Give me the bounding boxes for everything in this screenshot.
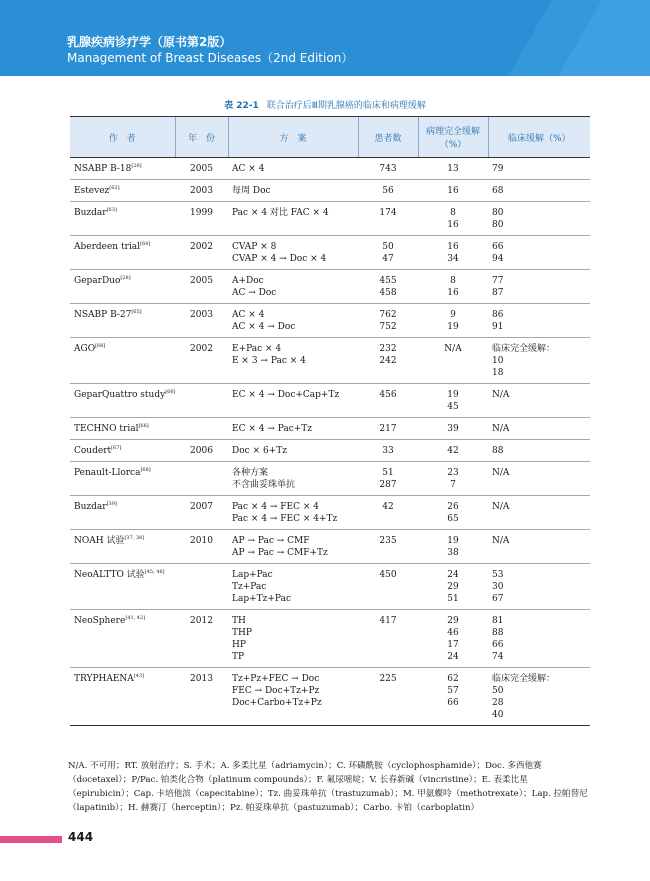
- cell-clinical-line: 74: [492, 652, 504, 662]
- cell-author: [70, 668, 175, 726]
- cell-year: [175, 418, 228, 440]
- cell-regimen-line: Pac × 4 对比 FAC × 4: [232, 208, 329, 218]
- cell-clinical: [488, 610, 590, 668]
- table-row: [70, 338, 590, 384]
- cell-pcr-line: 8: [450, 208, 456, 218]
- cell-patients-line: 752: [379, 322, 397, 332]
- cell-pcr-line: 16: [447, 220, 459, 230]
- author-name: TECHNO trial: [74, 424, 139, 434]
- cell-patients: [358, 338, 418, 384]
- cell-clinical-line: N/A: [492, 390, 510, 400]
- cell-patients-line: 217: [379, 424, 397, 434]
- cell-patients-line: 225: [379, 674, 397, 684]
- cell-clinical: [488, 270, 590, 304]
- cell-year: 2002: [175, 338, 228, 384]
- cell-pcr: [418, 564, 488, 610]
- cell-clinical-line: 80: [492, 220, 504, 230]
- cell-year: 2006: [175, 440, 228, 462]
- cell-regimen: [228, 610, 358, 668]
- cell-regimen-line: AC × 4: [232, 164, 265, 174]
- cell-patients-line: 458: [379, 288, 397, 298]
- cell-clinical-line: N/A: [492, 468, 510, 478]
- cell-clinical-line: 80: [492, 208, 504, 218]
- cell-clinical-line: 临床完全缓解：: [492, 674, 556, 684]
- cell-clinical: [488, 440, 590, 462]
- cell-regimen: [228, 496, 358, 530]
- cell-author: [70, 158, 175, 180]
- cell-pcr-line: 23: [447, 468, 459, 478]
- cell-author: [70, 338, 175, 384]
- author-name: Buzdar: [74, 502, 107, 512]
- cell-regimen: [228, 180, 358, 202]
- cell-pcr: [418, 530, 488, 564]
- cell-author: [70, 304, 175, 338]
- author-name: NeoSphere: [74, 616, 126, 626]
- cell-clinical-line: N/A: [492, 424, 510, 434]
- col-header-regimen: 方 案: [228, 117, 358, 158]
- cell-clinical-line: 81: [492, 616, 504, 626]
- cell-regimen-line: AP → Pac → CMF: [232, 536, 310, 546]
- cell-regimen-line: CVAP × 8: [232, 242, 277, 252]
- cell-clinical-line: 66: [492, 242, 504, 252]
- cell-patients-line: 455: [379, 276, 397, 286]
- col-header-pcr: 病理完全缓解（%）: [418, 117, 488, 158]
- cell-patients: [358, 418, 418, 440]
- author-name: Aberdeen trial: [74, 242, 141, 252]
- reference-marker: [63]: [106, 207, 117, 213]
- cell-regimen-line: CVAP × 4 → Doc × 4: [232, 254, 327, 264]
- cell-pcr-line: 16: [447, 242, 459, 252]
- cell-author: [70, 462, 175, 496]
- cell-regimen-line: Lap+Tz+Pac: [232, 594, 291, 604]
- reference-marker: [45, 46]: [144, 569, 165, 575]
- cell-clinical-line: 94: [492, 254, 504, 264]
- cell-pcr-line: 17: [447, 640, 459, 650]
- cell-regimen-line: E+Pac × 4: [232, 344, 282, 354]
- reference-marker: [41, 42]: [125, 615, 146, 621]
- cell-patients: [358, 236, 418, 270]
- col-header-year: 年 份: [175, 117, 228, 158]
- cell-clinical: [488, 384, 590, 418]
- reference-marker: [66]: [165, 389, 176, 395]
- author-name: Estevez: [74, 186, 110, 196]
- cell-patients: [358, 304, 418, 338]
- cell-pcr-line: 16: [447, 186, 459, 196]
- cell-regimen: [228, 384, 358, 418]
- cell-pcr-line: 8: [450, 276, 456, 286]
- cell-pcr: [418, 668, 488, 726]
- cell-regimen-line: Tz+Pac: [232, 582, 267, 592]
- cell-clinical-line: 53: [492, 570, 504, 580]
- cell-patients: [358, 496, 418, 530]
- reference-marker: [39]: [106, 501, 117, 507]
- cell-patients-line: 42: [382, 502, 394, 512]
- cell-year: 2003: [175, 304, 228, 338]
- cell-year: 2007: [175, 496, 228, 530]
- cell-regimen-line: THP: [232, 628, 252, 638]
- cell-clinical: [488, 462, 590, 496]
- cell-regimen: [228, 440, 358, 462]
- page-header: [0, 0, 650, 76]
- cell-pcr: [418, 610, 488, 668]
- cell-year: [175, 462, 228, 496]
- cell-pcr-line: 66: [447, 698, 459, 708]
- results-table: [70, 116, 590, 726]
- author-name: TRYPHAENA: [74, 674, 134, 684]
- cell-author: [70, 440, 175, 462]
- cell-regimen-line: Lap+Pac: [232, 570, 273, 580]
- cell-pcr: [418, 270, 488, 304]
- table-body: [70, 158, 590, 726]
- cell-patients-line: 743: [379, 164, 397, 174]
- table-number: 表 22-1: [224, 101, 259, 111]
- author-name: NSABP B-18: [74, 164, 132, 174]
- table-row: [70, 496, 590, 530]
- cell-patients: [358, 530, 418, 564]
- cell-patients-line: 50: [382, 242, 394, 252]
- cell-regimen: [228, 236, 358, 270]
- cell-patients-line: 287: [379, 480, 397, 490]
- cell-pcr: [418, 158, 488, 180]
- cell-regimen-line: TP: [232, 652, 245, 662]
- cell-patients-line: 174: [379, 208, 397, 218]
- reference-marker: [26]: [131, 163, 142, 169]
- cell-regimen-line: FEC → Doc+Tz+Pz: [232, 686, 320, 696]
- cell-patients: [358, 202, 418, 236]
- cell-pcr-line: 45: [447, 402, 459, 412]
- cell-regimen-line: Pac × 4 → FEC × 4: [232, 502, 319, 512]
- cell-pcr: [418, 440, 488, 462]
- cell-year: [175, 564, 228, 610]
- reference-marker: [68]: [140, 467, 151, 473]
- table-row: [70, 180, 590, 202]
- author-name: NeoALTTO 试验: [74, 570, 145, 580]
- cell-year: 2005: [175, 158, 228, 180]
- cell-pcr-line: 19: [447, 536, 459, 546]
- cell-pcr-line: 19: [447, 390, 459, 400]
- cell-clinical-line: 77: [492, 276, 504, 286]
- cell-author: [70, 496, 175, 530]
- author-name: Coudert: [74, 446, 112, 456]
- cell-clinical-line: 30: [492, 582, 504, 592]
- cell-clinical-line: 66: [492, 640, 504, 650]
- cell-patients: [358, 668, 418, 726]
- col-header-author: 作 者: [70, 117, 175, 158]
- cell-author: [70, 418, 175, 440]
- cell-clinical-line: 10: [492, 356, 504, 366]
- cell-patients-line: 762: [379, 310, 397, 320]
- reference-marker: [66]: [95, 343, 106, 349]
- table-row: [70, 668, 590, 726]
- page-number: 444: [68, 830, 94, 844]
- cell-clinical: [488, 202, 590, 236]
- cell-pcr-line: N/A: [444, 344, 462, 354]
- cell-pcr-line: 13: [447, 164, 459, 174]
- author-name: NSABP B-27: [74, 310, 132, 320]
- author-name: NOAH 试验: [74, 536, 125, 546]
- reference-marker: [43]: [133, 673, 145, 679]
- col-header-patients: 患者数: [358, 117, 418, 158]
- cell-regimen: [228, 564, 358, 610]
- table-notes: N/A. 不可用；RT. 放射治疗；S. 手术；A. 多柔比星（adriamycin）；C. 环磷酰胺（cyclophosphamide）；Doc. 多西他赛（docetaxel）；P/Pac. 铂类化合物（platinum compounds）；F. 氟尿嘧啶；V. 长春新碱（vincristine）；E. 表柔比星（epirubicin）；Cap. 卡培他滨（capecitabine）；Tz. 曲妥珠单抗（trastuzumab）；M. 甲氨蝶呤（methotrexate）；Lap. 拉帕替尼（lapatinib）；H. 赫赛汀（herceptin）；Pz. 帕妥珠单抗（pastuzumab）；Carbo. 卡铂（carboplatin）: [68, 761, 588, 813]
- cell-pcr: [418, 462, 488, 496]
- table-caption: [0, 98, 650, 111]
- cell-year: [175, 384, 228, 418]
- cell-patients: [358, 384, 418, 418]
- cell-clinical-line: N/A: [492, 536, 510, 546]
- cell-clinical: [488, 564, 590, 610]
- cell-clinical: [488, 236, 590, 270]
- cell-year: 2010: [175, 530, 228, 564]
- cell-regimen-line: Doc × 6+Tz: [232, 446, 287, 456]
- cell-clinical-line: 50: [492, 686, 504, 696]
- cell-regimen-line: 不含曲妥珠单抗: [232, 480, 296, 490]
- cell-regimen-line: HP: [232, 640, 246, 650]
- cell-regimen-line: TH: [232, 616, 246, 626]
- cell-pcr-line: 24: [447, 652, 459, 662]
- table-row: [70, 158, 590, 180]
- table-row: [70, 304, 590, 338]
- reference-marker: [37, 38]: [124, 535, 145, 541]
- cell-pcr: [418, 180, 488, 202]
- reference-marker: [66]: [138, 423, 149, 429]
- cell-regimen-line: Doc+Carbo+Tz+Pz: [232, 698, 322, 708]
- cell-author: [70, 384, 175, 418]
- cell-clinical: [488, 668, 590, 726]
- table-row: [70, 418, 590, 440]
- cell-author: [70, 236, 175, 270]
- cell-author: [70, 202, 175, 236]
- cell-patients-line: 450: [379, 570, 397, 580]
- table-row: [70, 610, 590, 668]
- cell-pcr: [418, 338, 488, 384]
- cell-patients-line: 33: [382, 446, 394, 456]
- col-header-clinical: 临床缓解（%）: [488, 117, 590, 158]
- cell-pcr: [418, 236, 488, 270]
- cell-year: 2003: [175, 180, 228, 202]
- cell-year: 2013: [175, 668, 228, 726]
- cell-pcr-line: 34: [447, 254, 459, 264]
- cell-clinical-line: 87: [492, 288, 504, 298]
- cell-regimen-line: AP → Pac → CMF+Tz: [232, 548, 328, 558]
- cell-regimen: [228, 202, 358, 236]
- cell-regimen: [228, 338, 358, 384]
- cell-patients: [358, 270, 418, 304]
- cell-pcr: [418, 304, 488, 338]
- table-row: [70, 270, 590, 304]
- cell-clinical-line: 28: [492, 698, 504, 708]
- table-row: [70, 384, 590, 418]
- cell-patients: [358, 610, 418, 668]
- cell-clinical-line: 67: [492, 594, 504, 604]
- cell-regimen-line: 每周 Doc: [232, 186, 271, 196]
- author-name: GeparDuo: [74, 276, 121, 286]
- cell-pcr-line: 42: [447, 446, 459, 456]
- cell-pcr-line: 7: [450, 480, 456, 490]
- cell-pcr-line: 39: [447, 424, 459, 434]
- cell-patients: [358, 462, 418, 496]
- cell-pcr-line: 65: [447, 514, 459, 524]
- cell-clinical: [488, 338, 590, 384]
- cell-clinical-line: 88: [492, 628, 504, 638]
- table-row: [70, 202, 590, 236]
- reference-marker: [64]: [140, 241, 151, 247]
- cell-pcr: [418, 384, 488, 418]
- cell-clinical-line: 79: [492, 164, 504, 174]
- cell-patients-line: 417: [379, 616, 397, 626]
- cell-regimen: [228, 668, 358, 726]
- cell-patients: [358, 158, 418, 180]
- cell-patients-line: 235: [379, 536, 397, 546]
- table-header-row: [70, 117, 590, 158]
- book-title-en: Management of Breast Diseases（2nd Edition）: [67, 51, 354, 65]
- cell-clinical: [488, 158, 590, 180]
- cell-clinical: [488, 496, 590, 530]
- cell-pcr-line: 38: [447, 548, 459, 558]
- cell-year: 2005: [175, 270, 228, 304]
- table-row: [70, 440, 590, 462]
- cell-pcr-line: 24: [447, 570, 459, 580]
- cell-regimen-line: E × 3 → Pac × 4: [232, 356, 306, 366]
- cell-author: [70, 270, 175, 304]
- cell-clinical-line: 临床完全缓解：: [492, 344, 556, 354]
- cell-year: 2002: [175, 236, 228, 270]
- cell-patients-line: 56: [382, 186, 394, 196]
- reference-marker: [67]: [111, 445, 122, 451]
- cell-pcr-line: 29: [447, 616, 459, 626]
- cell-clinical: [488, 180, 590, 202]
- cell-author: [70, 180, 175, 202]
- cell-pcr-line: 46: [447, 628, 459, 638]
- table-title: 联合治疗后Ⅲ期乳腺癌的临床和病理缓解: [266, 101, 426, 111]
- cell-patients-line: 456: [379, 390, 397, 400]
- cell-patients: [358, 440, 418, 462]
- cell-author: [70, 610, 175, 668]
- cell-regimen-line: EC × 4 → Doc+Cap+Tz: [232, 390, 340, 400]
- cell-regimen: [228, 462, 358, 496]
- reference-marker: [62]: [109, 185, 120, 191]
- cell-pcr-line: 16: [447, 288, 459, 298]
- cell-author: [70, 564, 175, 610]
- cell-pcr: [418, 202, 488, 236]
- table-row: [70, 564, 590, 610]
- cell-patients-line: 51: [382, 468, 394, 478]
- cell-clinical: [488, 304, 590, 338]
- cell-patients-line: 232: [379, 344, 397, 354]
- reference-marker: [28]: [120, 275, 131, 281]
- cell-regimen: [228, 304, 358, 338]
- cell-pcr-line: 19: [447, 322, 459, 332]
- cell-pcr-line: 51: [447, 594, 459, 604]
- cell-regimen-line: Pac × 4 → FEC × 4+Tz: [232, 514, 338, 524]
- cell-pcr-line: 57: [447, 686, 459, 696]
- cell-regimen: [228, 418, 358, 440]
- book-title-cn: 乳腺疾病诊疗学（原书第2版）: [67, 35, 232, 49]
- author-name: Buzdar: [74, 208, 107, 218]
- cell-clinical: [488, 530, 590, 564]
- cell-clinical-line: 40: [492, 710, 504, 720]
- cell-regimen: [228, 270, 358, 304]
- table-row: [70, 236, 590, 270]
- table-row: [70, 462, 590, 496]
- reference-marker: [65]: [131, 309, 142, 315]
- cell-regimen-line: A+Doc: [232, 276, 264, 286]
- author-name: AGO: [74, 344, 96, 354]
- cell-pcr-line: 26: [447, 502, 459, 512]
- cell-regimen-line: Tz+Pz+FEC → Doc: [232, 674, 320, 684]
- cell-pcr-line: 9: [450, 310, 456, 320]
- author-name: GeparQuattro study: [74, 390, 166, 400]
- cell-patients: [358, 180, 418, 202]
- table-row: [70, 530, 590, 564]
- cell-regimen-line: AC → Doc: [232, 288, 277, 298]
- cell-clinical-line: 88: [492, 446, 504, 456]
- cell-patients-line: 242: [379, 356, 397, 366]
- cell-regimen-line: AC × 4: [232, 310, 265, 320]
- author-name: Penault-Llorca: [74, 468, 141, 478]
- cell-patients: [358, 564, 418, 610]
- cell-clinical-line: 68: [492, 186, 504, 196]
- cell-regimen: [228, 530, 358, 564]
- cell-patients-line: 47: [382, 254, 394, 264]
- cell-clinical-line: 86: [492, 310, 504, 320]
- cell-regimen-line: 各种方案: [232, 468, 269, 478]
- cell-regimen: [228, 158, 358, 180]
- cell-regimen-line: AC × 4 → Doc: [232, 322, 296, 332]
- cell-year: 2012: [175, 610, 228, 668]
- cell-pcr-line: 62: [447, 674, 459, 684]
- cell-pcr-line: 29: [447, 582, 459, 592]
- cell-year: 1999: [175, 202, 228, 236]
- cell-clinical-line: 91: [492, 322, 504, 332]
- cell-pcr: [418, 496, 488, 530]
- cell-regimen-line: EC × 4 → Pac+Tz: [232, 424, 313, 434]
- cell-clinical-line: 18: [492, 368, 504, 378]
- cell-author: [70, 530, 175, 564]
- cell-pcr: [418, 418, 488, 440]
- cell-clinical: [488, 418, 590, 440]
- cell-clinical-line: N/A: [492, 502, 510, 512]
- footer-accent-bar: [0, 836, 62, 843]
